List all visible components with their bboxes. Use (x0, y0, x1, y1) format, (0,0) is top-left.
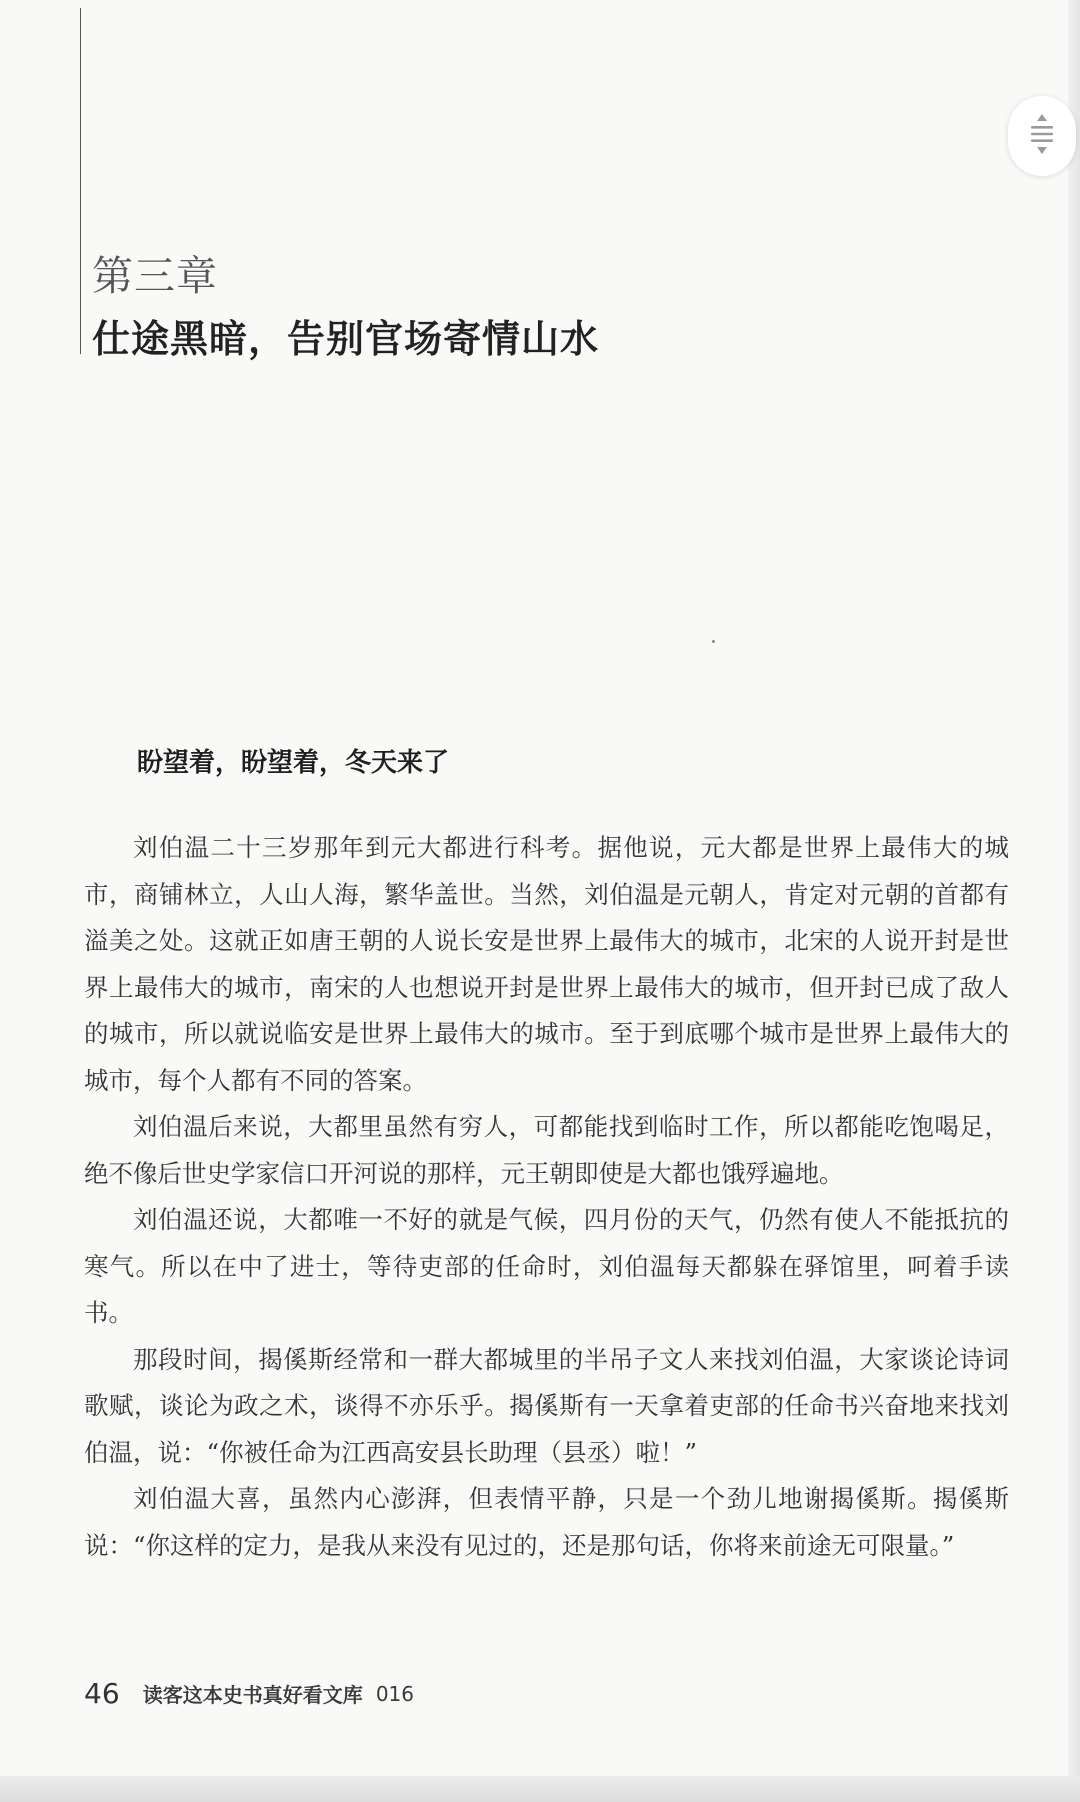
scroll-menu-icon (1027, 112, 1057, 160)
body-text (84, 825, 1009, 1569)
paragraph-5: 刘伯温大喜，虽然内心澎湃，但表情平静，只是一个劲儿地谢揭傒斯。揭傒斯说：“你这样的定力，是我从来没有见过的，还是那句话，你将来前途无可限量。” (84, 1484, 1009, 1560)
chapter-divider-line (80, 8, 81, 354)
paragraph-2: 刘伯温后来说，大都里虽然有穷人，可都能找到临时工作，所以都能吃饱喝足，绝不像后世史学家信口开河说的那样，元王朝即使是大都也饿殍遍地。 (84, 1112, 1009, 1188)
page-edge-bottom (0, 1776, 1080, 1802)
chapter-title: 仕途黑暗，告别官场寄情山水 (92, 316, 600, 361)
series-number: 016 (375, 1681, 415, 1706)
series-title: 读客这本史书真好看文库 (142, 1683, 363, 1707)
page-number: 46 (84, 1677, 120, 1710)
paragraph-3: 刘伯温还说，大都唯一不好的就是气候，四月份的天气，仍然有使人不能抵抗的寒气。所以在中了进士，等待吏部的任命时，刘伯温每天都躲在驿馆里，呵着手读书。 (84, 1205, 1009, 1327)
chapter-number: 第三章 (92, 252, 218, 300)
scroll-menu-button[interactable] (1008, 96, 1076, 176)
section-heading: 盼望着，盼望着，冬天来了 (137, 748, 450, 778)
paragraph-1: 刘伯温二十三岁那年到元大都进行科考。据他说，元大都是世界上最伟大的城市，商铺林立，人山人海，繁华盖世。当然，刘伯温是元朝人，肯定对元朝的首都有溢美之处。这就正如唐王朝的人说长安是世界上最伟大的城市，北宋的人说开封是世界上最伟大的城市，南宋的人也想说开封是世界上最伟大的城市，但开封已成了敌人的城市，所以就说临安是世界上最伟大的城市。至于到底哪个城市是世界上最伟大的城市，每个人都有不同的答案。 (84, 833, 1009, 1095)
page-footer (84, 1677, 414, 1710)
page-edge-right (1068, 0, 1080, 1802)
paragraph-4: 那段时间，揭傒斯经常和一群大都城里的半吊子文人来找刘伯温，大家谈论诗词歌赋，谈论为政之术，谈得不亦乐乎。揭傒斯有一天拿着吏部的任命书兴奋地来找刘伯温，说：“你被任命为江西高安县长助理（县丞）啦！” (84, 1344, 1009, 1467)
paper-speck (712, 640, 715, 643)
